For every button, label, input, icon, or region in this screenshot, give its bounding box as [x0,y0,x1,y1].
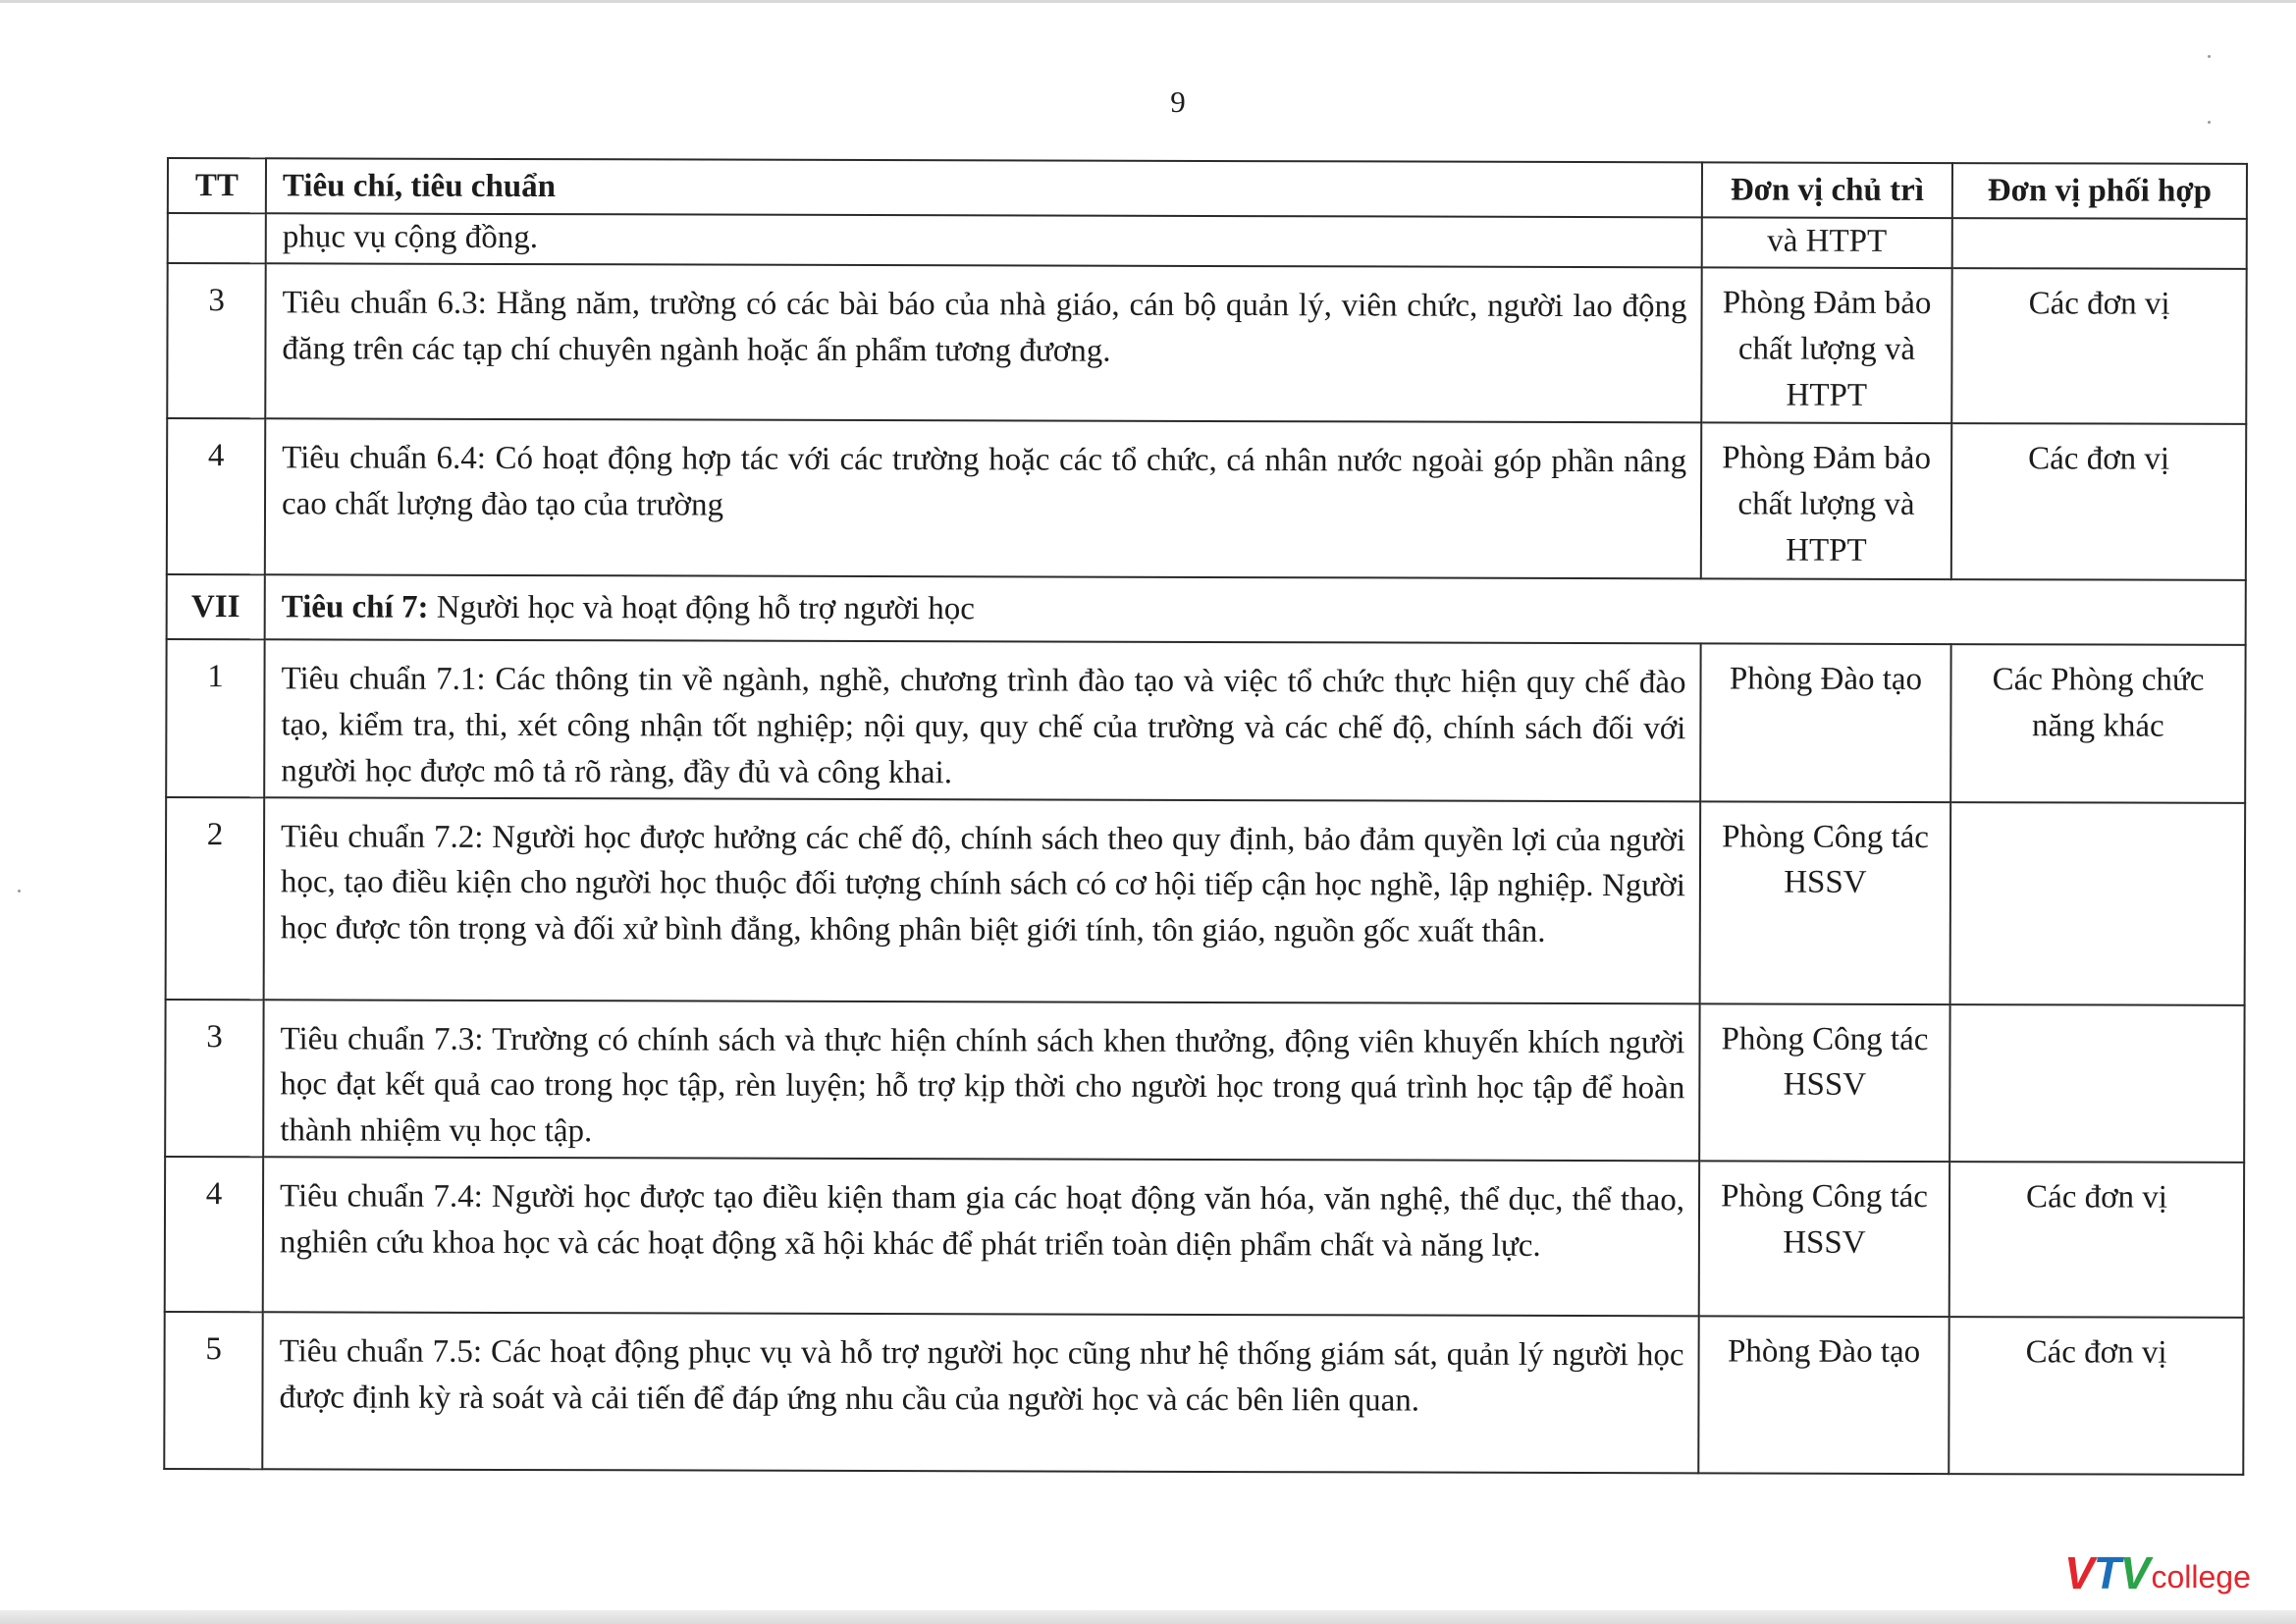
table-row [166,639,2245,802]
section-label-bold: Tiêu chí 7: [281,588,429,625]
cell-host-unit: và HTPT [1702,217,1952,268]
cell-tt: 4 [167,418,265,574]
cell-coop-unit: Các đơn vị [1949,1317,2243,1475]
table-row [167,418,2246,579]
vtv-wordmark [2064,1547,2150,1598]
cell-criteria: Tiêu chuẩn 7.3: Trường có chính sách và thực hiện chính sách khen thưởng, động viên khuyến khích người học đạt kết quả cao trong học tập, rèn luyện; hỗ trợ kịp thời cho người học trong quá trình học tập để hoàn thành nhiệm vụ học tập. [263,1000,1699,1162]
scan-speck [18,890,21,893]
table-header-row [168,158,2247,219]
header-host-unit: Đơn vị chủ trì [1702,162,1952,218]
table-row [165,1157,2244,1318]
table-row [167,263,2246,424]
cell-criteria: Tiêu chuẩn 6.3: Hằng năm, trường có các bài báo của nhà giáo, cán bộ quản lý, viên chức, người lao động đăng trên các tạp chí chuyên ngành hoặc ấn phẩm tương đương. [265,263,1701,423]
vtv-college-logo [2064,1546,2251,1596]
cell-tt: 3 [167,263,265,419]
cell-host-unit: Phòng Công tác HSSV [1699,1003,1949,1162]
scan-speck [2208,121,2211,124]
section-title [265,574,2246,645]
cell-coop-unit: Các đơn vị [1951,424,2246,580]
cell-coop-unit [1950,802,2246,1005]
cell-host-unit: Phòng Công tác HSSV [1699,1162,1949,1318]
cell-coop-unit [1952,218,2247,269]
cell-host-unit: Phòng Đào tạo [1698,1317,1949,1475]
cell-tt [168,213,266,263]
college-wordmark: college [2151,1559,2251,1595]
scan-bottom-edge [0,1610,2296,1624]
cell-tt: 1 [166,639,264,797]
cell-host-unit: Phòng Đảm bảo chất lượng và HTPT [1701,423,1951,579]
table-row [166,797,2246,1005]
table-row-continuation [168,213,2247,269]
table-row [165,1000,2244,1163]
cell-criteria: phục vụ cộng đồng. [266,213,1702,267]
cell-criteria: Tiêu chuẩn 6.4: Có hoạt động hợp tác với các trường hoặc các tổ chức, cá nhân nước ngoài góp phần nâng cao chất lượng đào tạo của trường [265,419,1701,579]
cell-coop-unit: Các đơn vị [1949,1162,2244,1318]
vtv-letter-v: V [2064,1547,2094,1598]
header-criteria: Tiêu chí, tiêu chuẩn [266,158,1702,217]
criteria-table [163,157,2248,1476]
page-number: 9 [1170,84,1186,119]
section-row [167,574,2246,645]
cell-coop-unit: Các Phòng chức năng khác [1950,644,2245,802]
section-number: VII [167,574,265,639]
vtv-letter-v2: V [2119,1547,2150,1598]
cell-coop-unit [1949,1004,2244,1163]
cell-tt: 2 [166,797,265,1000]
scan-top-edge [0,0,2296,3]
header-coop-unit: Đơn vị phối hợp [1952,163,2247,219]
table-row [164,1312,2243,1475]
vtv-letter-t: T [2093,1547,2120,1598]
section-label-text: Người học và hoạt động hỗ trợ người học [428,589,975,626]
cell-host-unit: Phòng Đảm bảo chất lượng và HTPT [1701,267,1951,423]
cell-criteria: Tiêu chuẩn 7.4: Người học được tạo điều kiện tham gia các hoạt động văn hóa, văn nghệ, thể dục, thể thao, nghiên cứu khoa học và các hoạt động xã hội khác để phát triển toàn diện phẩm chất và năng lực. [263,1157,1699,1316]
cell-criteria: Tiêu chuẩn 7.1: Các thông tin về ngành, nghề, chương trình đào tạo và việc tổ chức thực hiện quy chế đào tạo, kiểm tra, thi, xét công nhận tốt nghiệp; nội quy, quy chế của trường và các chế độ, chính sách đối với người học được mô tả rõ ràng, đầy đủ và công khai. [264,639,1700,801]
scan-speck [2208,55,2211,58]
cell-criteria: Tiêu chuẩn 7.5: Các hoạt động phục vụ và hỗ trợ người học cũng như hệ thống giám sát, quản lý người học được định kỳ rà soát và cải tiến để đáp ứng nhu cầu của người học và các bên liên quan. [262,1312,1698,1473]
cell-tt: 3 [165,1000,263,1158]
cell-criteria: Tiêu chuẩn 7.2: Người học được hưởng các chế độ, chính sách theo quy định, bảo đảm quyền lợi của người học, tạo điều kiện cho người học thuộc đối tượng chính sách có cơ hội tiếp cận học nghề, lập nghiệp. Người học được tôn trọng và đối xử bình đẳng, không phân biệt giới tính, tôn giáo, nguồn gốc xuất thân. [264,797,1701,1003]
cell-tt: 4 [165,1157,263,1312]
cell-host-unit: Phòng Công tác HSSV [1700,801,1951,1004]
cell-tt: 5 [164,1312,262,1469]
cell-coop-unit: Các đơn vị [1951,268,2246,424]
cell-host-unit: Phòng Đào tạo [1700,643,1950,801]
header-tt: TT [168,158,266,213]
